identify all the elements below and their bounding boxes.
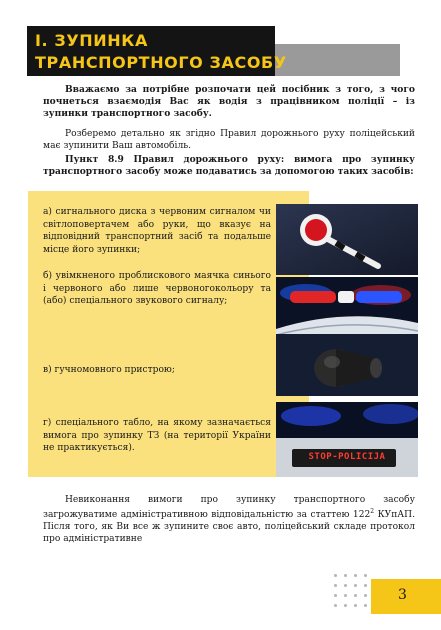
article-superscript: 2 [370,508,375,515]
item-text-b: б) увімкненого проблискового маячка синього і червоного або лише червоногокольору та (або) спеціального звукового сигналу; [43,271,271,306]
item-text-a: а) сигнального диска з червоним сигналом чи світлоповертачем або руки, що вказує на відповідний транспортний засіб та подальше місце його зупинки; [43,207,271,255]
intro-paragraph-1: Вважаємо за потрібне розпочати цей посібник з того, з чого почнеться взаємодія Вас як водія з працівником поліції – із зупинки транспортного засобу. [43,84,415,119]
item-text-d: г) спеціального табло, на якому зазначається вимога про зупинку ТЗ (на території України не практикується). [43,418,271,453]
heading-line-1: І. ЗУПИНКА [35,31,148,50]
page-number: 3 [398,587,407,603]
heading-line-2: ТРАНСПОРТНОГО ЗАСОБУ [35,53,287,72]
closing-paragraph [43,494,415,545]
closing-text-2: КУпАП. Після того, як Ви все ж зупините своє авто, поліцейський складе протокол про адміністративне [43,510,415,545]
loudspeaker-image [276,334,418,396]
closing-text-1: Невиконання вимоги про зупинку транспортного засобу загрожуватиме адміністративною відповідальністю за статтею 122 [43,495,415,521]
stop-sign-board-image [276,402,418,477]
police-baton-disc-image [276,204,418,275]
intro-paragraph-2: Розберемо детально як згідно Правил дорожнього руху поліцейський має зупинити Ваш автомобіль. [43,129,415,151]
item-text-c: в) гучномовного пристрою; [43,365,175,375]
stop-board-label: STOP-POLICIJA [308,452,386,462]
intro-paragraph-3: Пункт 8.9 Правил дорожнього руху: вимога про зупинку транспортного засобу може подаватись за допомогою таких засобів: [43,154,415,177]
